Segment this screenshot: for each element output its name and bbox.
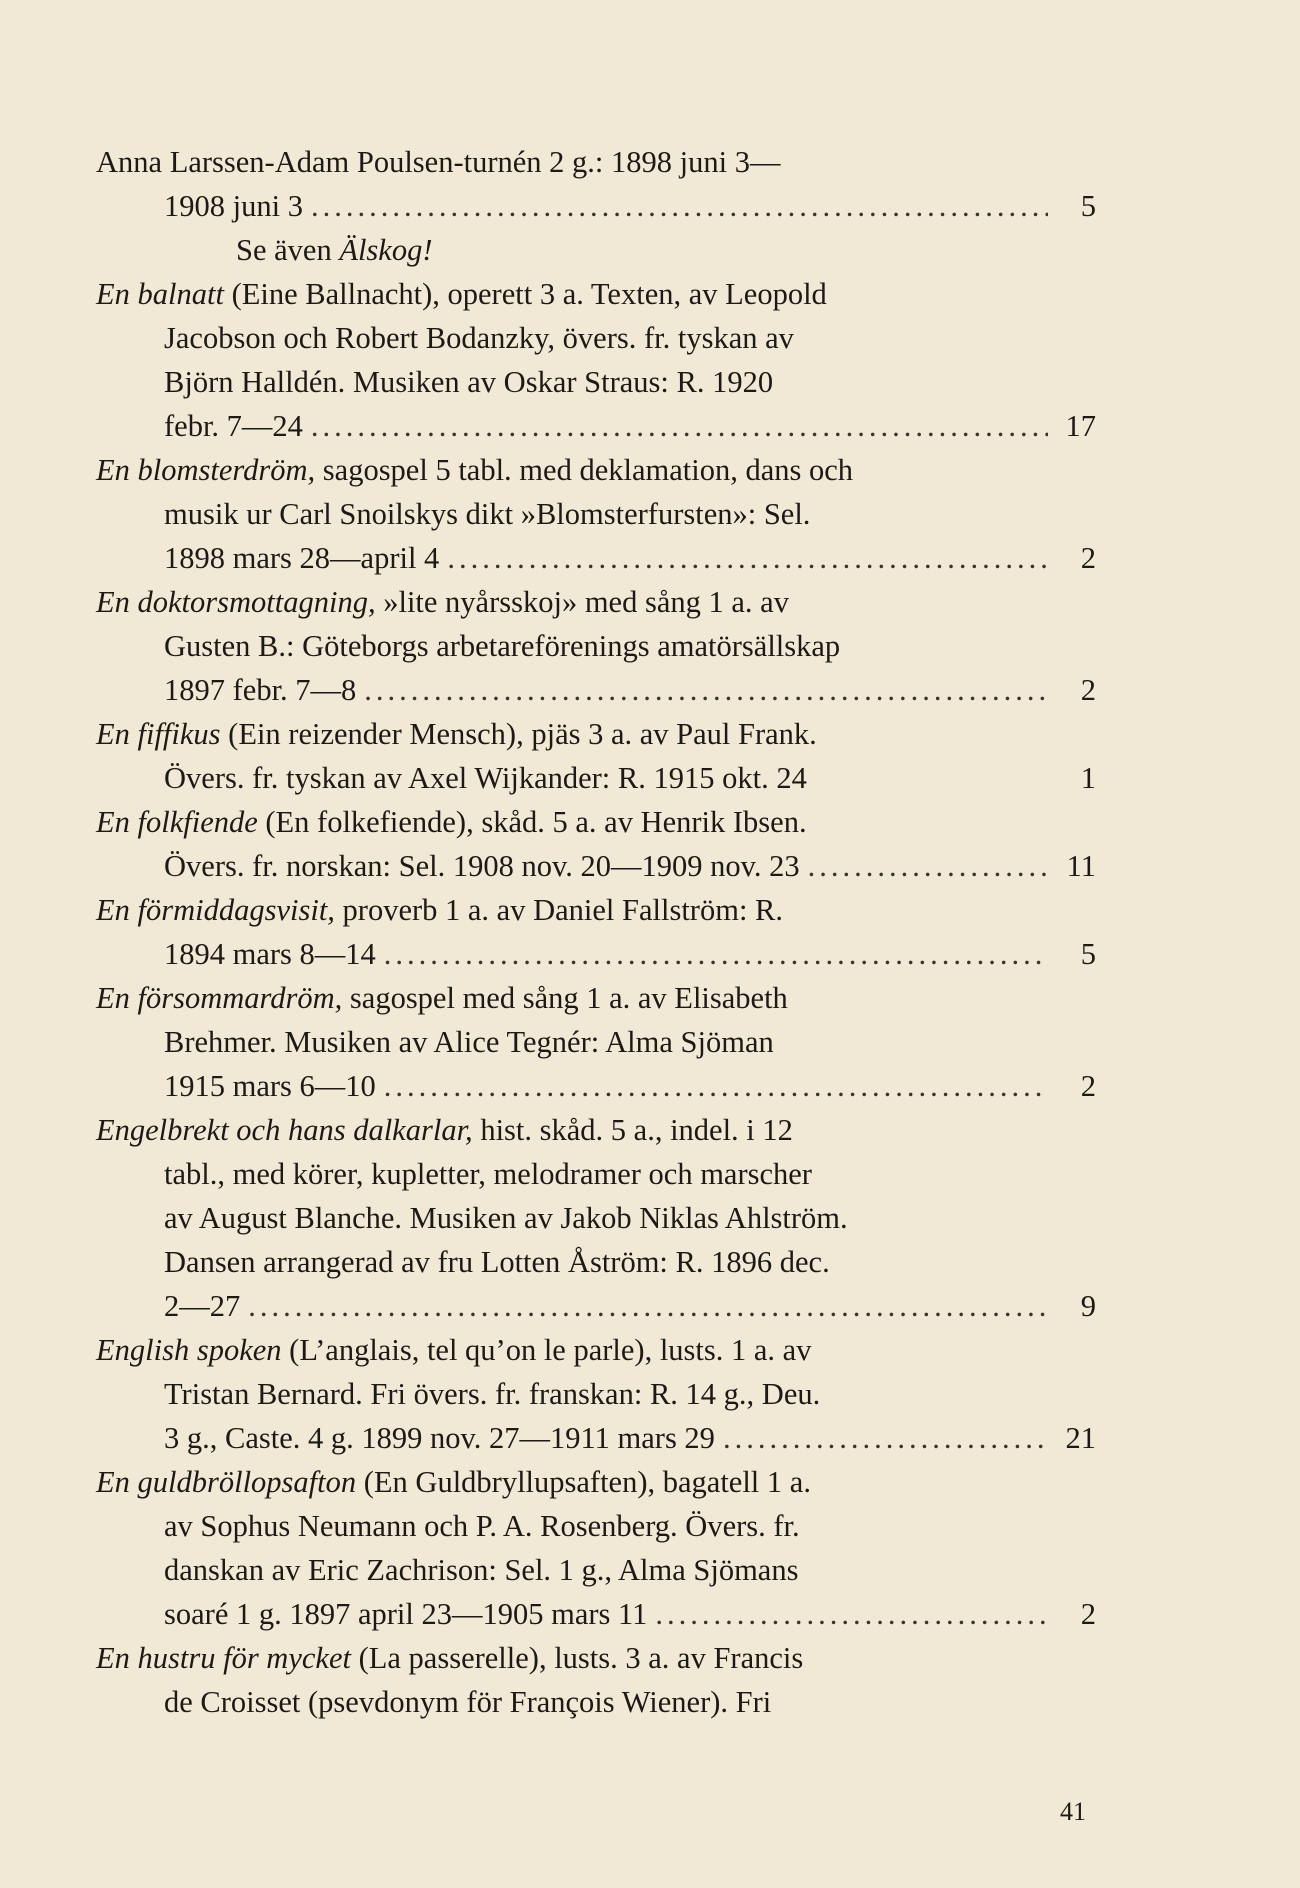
dot-leader [384,932,1048,976]
performance-count: 2 [1080,1597,1096,1631]
entry-text-part: (Eine Ballnacht), operett 3 a. Texten, av Leopold [223,277,827,311]
entry-line [96,404,1096,448]
performance-count: 17 [1065,409,1096,443]
entry-text [164,497,810,531]
entry-text-part: (En Guldbryllupsaften), bagatell 1 a. [356,1465,811,1499]
entry-text-part: Jacobson och Robert Bodanzky, övers. fr. tyskan av [164,321,794,355]
entry-text [164,1245,830,1279]
entry-text-part: Övers. fr. norskan: Sel. 1908 nov. 20—1909 nov. 23 [164,849,800,883]
entry-title: En försommardröm, [96,981,343,1015]
entry-text [96,145,780,179]
entry-text [96,1641,803,1675]
performance-count: 21 [1065,1421,1096,1455]
entry-text-part: 1915 mars 6—10 [164,1069,376,1103]
entry-title: En förmiddagsvisit, [96,893,335,927]
entry-text [96,1465,811,1499]
entry-line [96,228,1096,272]
entry-line [96,712,1096,756]
entry-text [164,1553,798,1587]
index-entry [96,800,1096,888]
entry-line [96,756,1096,800]
dot-leader [447,536,1048,580]
entry-text-part: 1898 mars 28—april 4 [164,541,440,575]
entry-text-part: febr. 7—24 [164,409,303,443]
dot-leader [723,1416,1048,1460]
entry-text [236,233,433,267]
entry-text-part: 2—27 [164,1289,241,1323]
entry-line [96,1152,1096,1196]
entry-title: En doktorsmottagning, [96,585,376,619]
entry-text [164,404,303,448]
entry-line [96,580,1096,624]
entry-text [96,717,817,751]
entry-title: English spoken [96,1333,282,1367]
index-entry [96,888,1096,976]
entry-line [96,360,1096,404]
entry-text [164,932,376,976]
index-entry [96,1460,1096,1636]
performance-count: 5 [1080,189,1096,223]
entry-line [96,1504,1096,1548]
entry-text-part: hist. skåd. 5 a., indel. i 12 [472,1113,793,1147]
entry-text-part: av August Blanche. Musiken av Jakob Niklas Ahlström. [164,1201,848,1235]
entry-text-part: (L’anglais, tel qu’on le parle), lusts. 1 a. av [281,1333,812,1367]
entry-line [96,1680,1096,1724]
entry-title: En balnatt [96,277,224,311]
entry-text-part: Övers. fr. tyskan av Axel Wijkander: R. 1915 okt. 24 [164,761,807,795]
dot-leader [311,184,1048,228]
entry-text [164,1064,376,1108]
dot-leader [311,404,1048,448]
entry-text-part: (La passerelle), lusts. 3 a. av Francis [350,1641,804,1675]
entry-text-part: Se även [236,233,340,267]
entry-text-part: (Ein reizender Mensch), pjäs 3 a. av Paul Frank. [220,717,817,751]
index-entry [96,712,1096,800]
entry-text-part: av Sophus Neumann och P. A. Rosenberg. Övers. fr. [164,1509,800,1543]
entry-text [96,805,807,839]
entry-title: Älskog! [339,233,433,267]
entry-text-part: 1908 juni 3 [164,189,303,223]
entry-text-part: Gusten B.: Göteborgs arbetareförenings amatörsällskap [164,629,841,663]
entry-line [96,668,1096,712]
entry-line [96,1284,1096,1328]
entry-line [96,184,1096,228]
index-entry [96,140,1096,272]
entry-text-part: (En folkefiende), skåd. 5 a. av Henrik Ibsen. [257,805,807,839]
performance-count: 2 [1080,1069,1096,1103]
entry-title: En guldbröllopsafton [96,1465,357,1499]
performance-count: 2 [1080,541,1096,575]
entry-text [96,1333,811,1367]
entry-line [96,1416,1096,1460]
entry-line [96,888,1096,932]
entry-text-part: 1894 mars 8—14 [164,937,376,971]
entry-text [164,844,800,888]
entry-line [96,492,1096,536]
entry-text-part: soaré 1 g. 1897 april 23—1905 mars 11 [164,1597,648,1631]
entry-text [164,1025,774,1059]
entry-line [96,1240,1096,1284]
entry-title: En fiffikus [96,717,221,751]
entry-text-part: Anna Larssen-Adam Poulsen-turnén 2 g.: 1898 juni 3— [96,145,781,179]
entry-line [96,1548,1096,1592]
entry-line [96,1636,1096,1680]
index-entry [96,272,1096,448]
entry-text-part: sagospel med sång 1 a. av Elisabeth [342,981,788,1015]
performance-count: 5 [1080,937,1096,971]
entry-line [96,316,1096,360]
performance-count: 9 [1080,1289,1096,1323]
page-number: 41 [1060,1797,1086,1826]
dot-leader [384,1064,1048,1108]
entry-text [96,893,783,927]
entry-title: En folkfiende [96,805,258,839]
entry-line [96,536,1096,580]
entry-line [96,1108,1096,1152]
entry-line [96,1020,1096,1064]
entry-text-part: Dansen arrangerad av fru Lotten Åström: R. 1896 dec. [164,1245,830,1279]
entry-text-part: de Croisset (psevdonym för François Wiener). Fri [164,1685,772,1719]
entry-title: En hustru för mycket [96,1641,351,1675]
index-entry [96,976,1096,1108]
entry-line [96,624,1096,668]
entry-text [164,1509,800,1543]
entry-text-part: Björn Halldén. Musiken av Oskar Straus: R. 1920 [164,365,774,399]
entry-text [164,1201,848,1235]
entry-text [96,453,853,487]
entry-text [164,756,807,800]
entry-line [96,1592,1096,1636]
entry-line [96,140,1096,184]
entry-text [164,536,439,580]
entry-text-part: proverb 1 a. av Daniel Fallström: R. [334,893,784,927]
entry-line [96,932,1096,976]
entry-text-part: Brehmer. Musiken av Alice Tegnér: Alma Sjöman [164,1025,774,1059]
entry-text-part: 1897 febr. 7—8 [164,673,357,707]
entry-line [96,1372,1096,1416]
performance-count: 2 [1080,673,1096,707]
entry-title: Engelbrekt och hans dalkarlar, [96,1113,473,1147]
entry-line [96,1460,1096,1504]
entry-text-part: sagospel 5 tabl. med deklamation, dans och [315,453,854,487]
dot-leader [364,668,1048,712]
entry-line [96,844,1096,888]
entry-line [96,1064,1096,1108]
entry-text [96,277,827,311]
performance-count: 11 [1066,849,1096,883]
entry-title: En blomsterdröm, [96,453,316,487]
entry-line [96,448,1096,492]
entry-text [96,585,789,619]
entry-text [164,1377,820,1411]
entry-text [164,668,356,712]
entry-text-part: musik ur Carl Snoilskys dikt »Blomsterfursten»: Sel. [164,497,811,531]
dot-leader [808,844,1048,888]
entry-line [96,976,1096,1020]
entry-text [164,365,773,399]
entry-text [164,1157,812,1191]
entry-text [164,1592,647,1636]
dot-leader [655,1592,1048,1636]
entry-line [96,1196,1096,1240]
entry-text-part: 3 g., Caste. 4 g. 1899 nov. 27—1911 mars 29 [164,1421,715,1455]
entry-text-part: tabl., med körer, kupletter, melodramer och marscher [164,1157,812,1191]
entry-text-part: Tristan Bernard. Fri övers. fr. franskan: R. 14 g., Deu. [164,1377,821,1411]
entry-text-part: »lite nyårsskoj» med sång 1 a. av [375,585,789,619]
index-entry [96,448,1096,580]
entry-text [164,1284,240,1328]
dot-leader [248,1284,1048,1328]
index-entry [96,1636,1096,1724]
entry-text [96,1113,793,1147]
entry-text [164,1685,771,1719]
entry-line [96,800,1096,844]
index-entry [96,580,1096,712]
entry-text [164,1416,715,1460]
entry-line [96,1328,1096,1372]
entry-line [96,272,1096,316]
entry-text [164,184,303,228]
index-entry [96,1328,1096,1460]
index-entry [96,1108,1096,1328]
entry-text-part: danskan av Eric Zachrison: Sel. 1 g., Alma Sjömans [164,1553,799,1587]
entry-text [164,629,840,663]
entry-text [96,981,788,1015]
index-entries [96,140,1096,1724]
entry-text [164,321,794,355]
performance-count: 1 [1080,761,1096,795]
